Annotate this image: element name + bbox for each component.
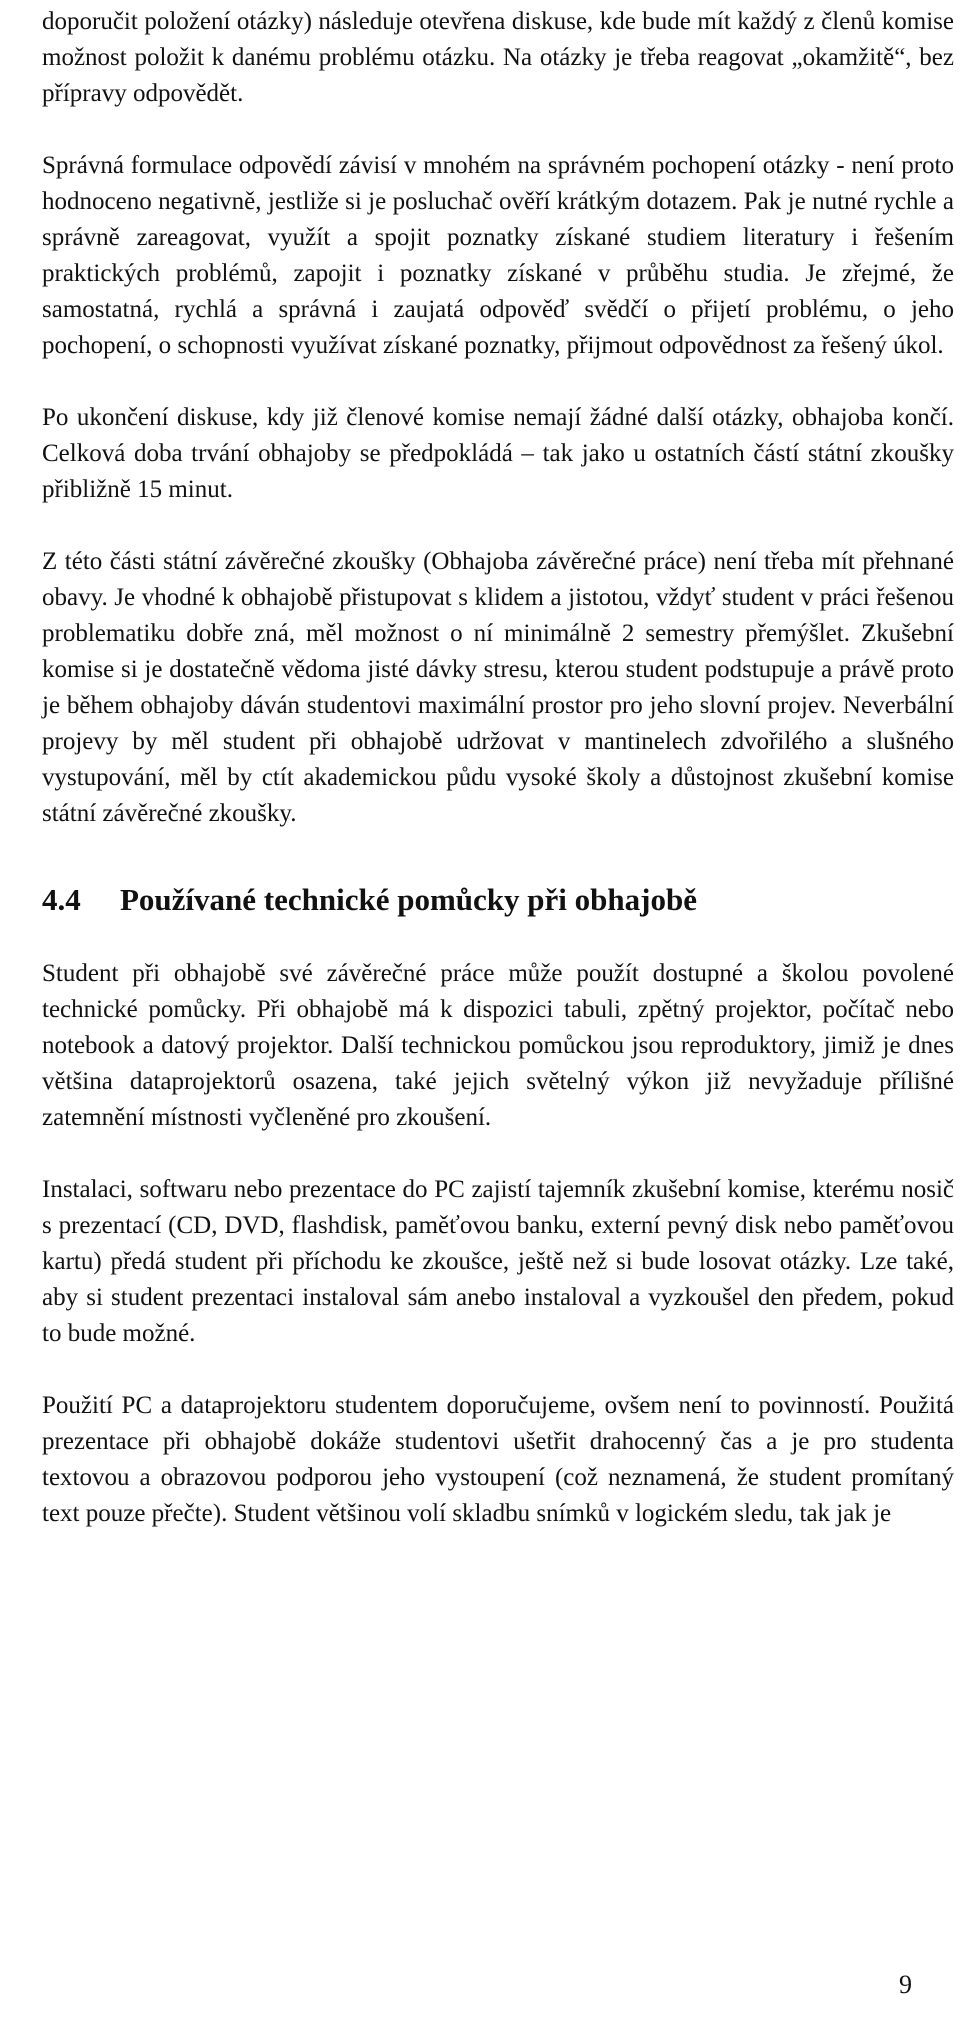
section-number: 4.4 bbox=[42, 882, 81, 917]
document-page bbox=[42, 0, 954, 1532]
paragraph-discussion-intro: doporučit položení otázky) následuje otevřena diskuse, kde bude mít každý z členů komise možnost položit k danému problému otázku. Na otázky je třeba reagovat „okamžitě“, bez přípravy odpovědět. bbox=[42, 8, 954, 107]
paragraph-defense-end: Po ukončení diskuse, kdy již členové komise nemají žádné další otázky, obhajoba končí. Celková doba trvání obhajoby se předpokládá – tak jako u ostatních částí státní zkoušky přibližně 15 minut. bbox=[42, 404, 954, 503]
paragraph-technical-aids: Student při obhajobě své závěrečné práce může použít dostupné a školou povolené technické pomůcky. Při obhajobě má k dispozici tabuli, zpětný projektor, počítač nebo notebook a datový projektor. Další technickou pomůckou jsou reproduktory, jimiž je dnes většina dataprojektorů osazena, také jejich světelný výkon již nevyžaduje přílišné zatemnění místnosti vyčleněné pro zkoušení. bbox=[42, 960, 954, 1131]
paragraph-installation: Instalaci, softwaru nebo prezentace do PC zajistí tajemník zkušební komise, kterému nosič s prezentací (CD, DVD, flashdisk, paměťovou banku, externí pevný disk nebo paměťovou kartu) předá student při příchodu ke zkoušce, ještě než si bude losovat otázky. Lze také, aby si student prezentaci instaloval sám anebo instaloval a vyzkoušel den předem, pokud to bude možné. bbox=[42, 1176, 954, 1347]
paragraph-answer-formulation: Správná formulace odpovědí závisí v mnohém na správném pochopení otázky - není proto hodnoceno negativně, jestliže si je posluchač ověří krátkým dotazem. Pak je nutné rychle a správně zareagovat, využít a spojit poznatky získané studiem literatury i řešením praktických problémů, zapojit i poznatky získané v průběhu studia. Je zřejmé, že samostatná, rychlá a správná i zaujatá odpověď svědčí o přijetí problému, o jeho pochopení, o schopnosti využívat získané poznatky, přijmout odpovědnost za řešený úkol. bbox=[42, 152, 954, 359]
section-title: Používané technické pomůcky při obhajobě bbox=[120, 882, 697, 917]
page-number: 9 bbox=[899, 1970, 912, 1999]
section-heading bbox=[42, 880, 954, 920]
paragraph-pc-usage: Použití PC a dataprojektoru studentem doporučujeme, ovšem není to povinností. Použitá prezentace při obhajobě dokáže studentovi ušetřit drahocenný čas a je pro studenta textovou a obrazovou podporou jeho vystoupení (což neznamená, že student promítaný text pouze přečte). Student většinou volí skladbu snímků v logickém sledu, tak jak je bbox=[42, 1392, 954, 1527]
paragraph-no-worries: Z této části státní závěrečné zkoušky (Obhajoba závěrečné práce) není třeba mít přehnané obavy. Je vhodné k obhajobě přistupovat s klidem a jistotou, vždyť student v práci řešenou problematiku dobře zná, měl možnost o ní minimálně 2 semestry přemýšlet. Zkušební komise si je dostatečně vědoma jisté dávky stresu, kterou student podstupuje a právě proto je během obhajoby dáván studentovi maximální prostor pro jeho slovní projev. Neverbální projevy by měl student při obhajobě udržovat v mantinelech zdvořilého a slušného vystupování, měl by ctít akademickou půdu vysoké školy a důstojnost zkušební komise státní závěrečné zkoušky. bbox=[42, 548, 954, 827]
